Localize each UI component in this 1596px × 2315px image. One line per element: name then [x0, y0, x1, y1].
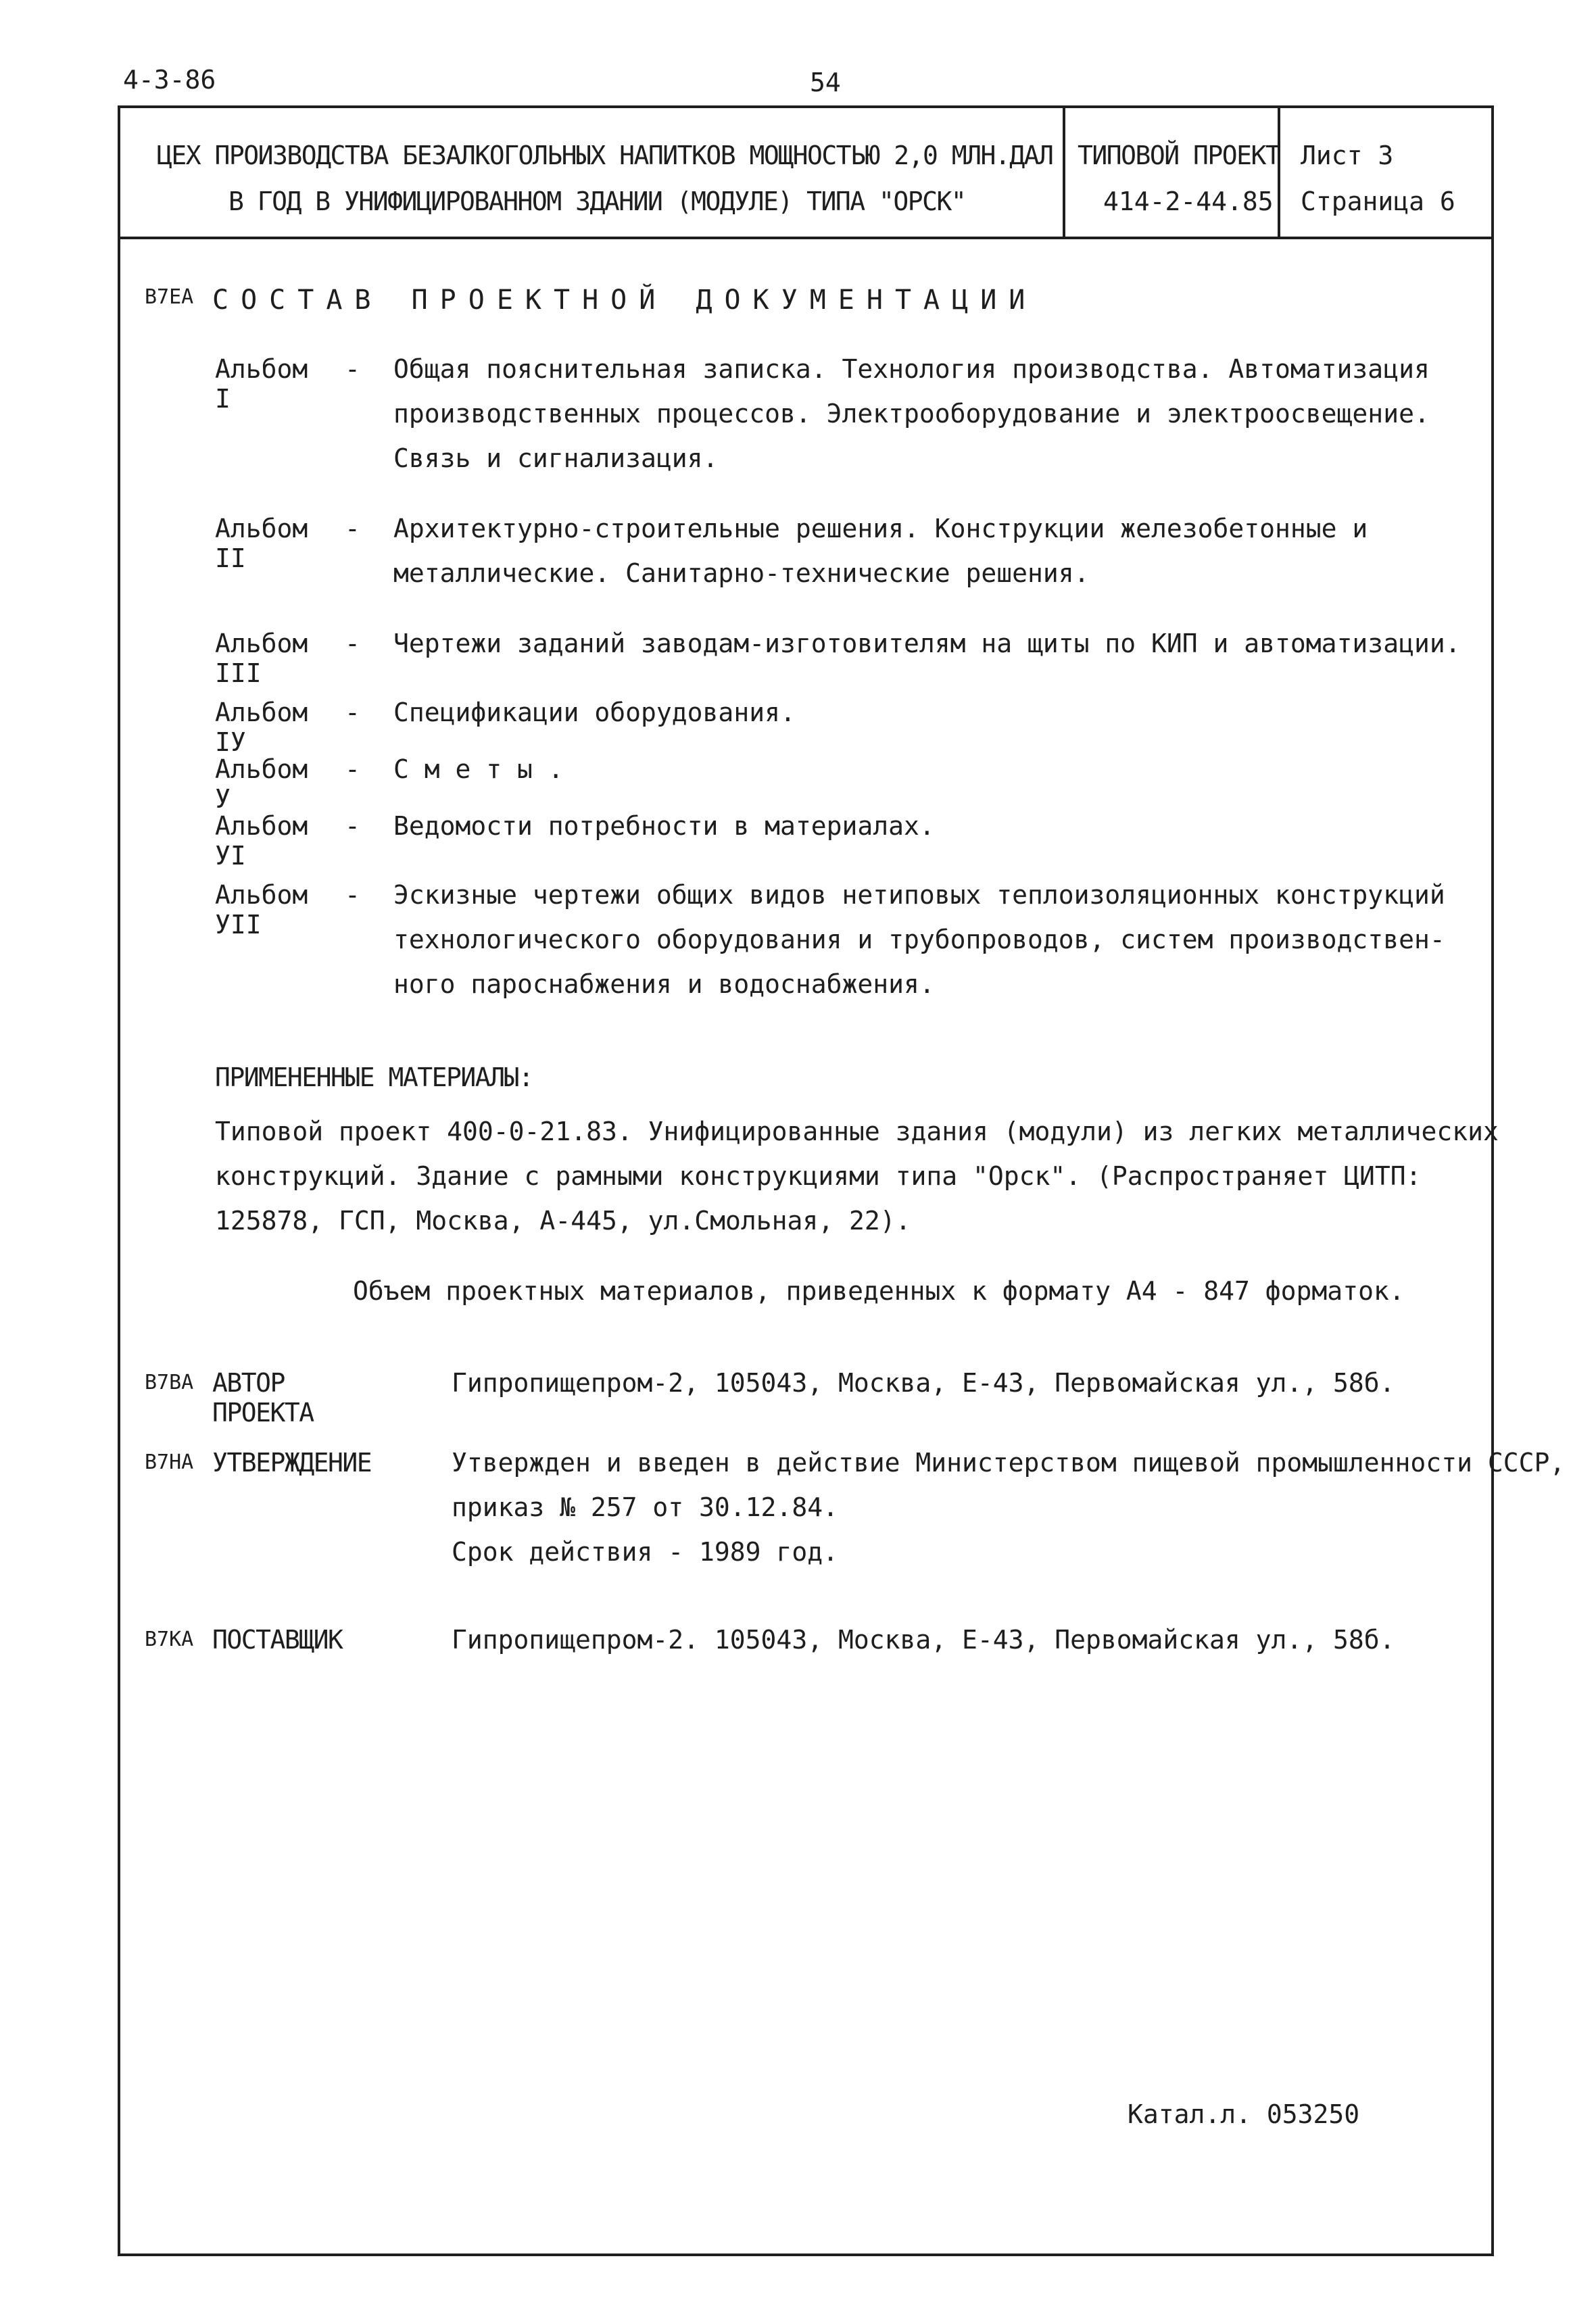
header-vline-1	[1063, 105, 1065, 239]
materials-line-1: Типовой проект 400-0-21.83. Унифицированные здания (модули) из легких металлических	[215, 1117, 1499, 1146]
album-label: Альбом УII	[215, 880, 308, 940]
album-label: Альбом УI	[215, 811, 308, 871]
album-text-line: Спецификации оборудования.	[393, 698, 796, 727]
album-text-line: производственных процессов. Электрооборудование и электроосвещение.	[393, 399, 1430, 429]
header-title-line2: В ГОД В УНИФИЦИРОВАННОМ ЗДАНИИ (МОДУЛЕ) ТИПА "ОРСК"	[228, 187, 966, 216]
album-dash: -	[345, 514, 360, 543]
album-text-line: С м е т ы .	[393, 754, 564, 784]
sheet-number: Лист 3	[1301, 141, 1394, 170]
materials-line-2: конструкций. Здание с рамными конструкциями типа "Орск". (Распространяет ЦИТП:	[215, 1161, 1422, 1191]
page-label: Страница 6	[1301, 187, 1455, 216]
author-line: Гипропищепром-2, 105043, Москва, Е-43, Первомайская ул., 58б.	[452, 1368, 1395, 1398]
album-text-line: Ведомости потребности в материалах.	[393, 811, 935, 841]
album-label: Альбом IУ	[215, 698, 308, 757]
page-number: 54	[810, 68, 841, 97]
album-text-line: ного пароснабжения и водоснабжения.	[393, 969, 935, 999]
materials-volume: Объем проектных материалов, приведенных к формату А4 - 847 форматок.	[353, 1276, 1405, 1306]
supplier-code: B7KA	[145, 1628, 194, 1651]
album-text-line: Эскизные чертежи общих видов нетиповых теплоизоляционных конструкций	[393, 880, 1445, 910]
album-label: Альбом II	[215, 514, 308, 573]
header-title-line1: ЦЕХ ПРОИЗВОДСТВА БЕЗАЛКОГОЛЬНЫХ НАПИТКОВ МОЩНОСТЬЮ 2,0 МЛН.ДАЛ	[157, 141, 1053, 170]
approval-code: B7HA	[145, 1451, 194, 1474]
composition-heading: СОСТАВ ПРОЕКТНОЙ ДОКУМЕНТАЦИИ	[212, 285, 1038, 316]
album-text-line: Связь и сигнализация.	[393, 443, 719, 473]
doc-code: 4-3-86	[123, 65, 216, 95]
approval-label: УТВЕРЖДЕНИЕ	[212, 1448, 372, 1478]
album-text-line: технологического оборудования и трубопроводов, систем производствен-	[393, 925, 1445, 954]
supplier-line: Гипропищепром-2. 105043, Москва, Е-43, Первомайская ул., 58б.	[452, 1625, 1395, 1655]
header-vline-2	[1278, 105, 1280, 239]
album-label: Альбом III	[215, 629, 308, 688]
album-text-line: Чертежи заданий заводам-изготовителям на щиты по КИП и автоматизации.	[393, 629, 1461, 658]
album-text-line: Общая пояснительная записка. Технология производства. Автоматизация	[393, 354, 1430, 384]
composition-code: B7EA	[145, 285, 194, 309]
album-text-line: металлические. Санитарно-технические решения.	[393, 558, 1090, 588]
approval-line: приказ № 257 от 30.12.84.	[452, 1492, 838, 1522]
materials-heading: ПРИМЕНЕННЫЕ МАТЕРИАЛЫ:	[215, 1063, 533, 1092]
project-label: ТИПОВОЙ ПРОЕКТ	[1078, 141, 1280, 170]
author-label: АВТОР ПРОЕКТА	[212, 1368, 314, 1428]
supplier-label: ПОСТАВЩИК	[212, 1625, 343, 1655]
album-dash: -	[345, 629, 360, 658]
project-number: 414-2-44.85	[1103, 187, 1274, 216]
catalog-number: Катал.л. 053250	[1128, 2099, 1360, 2129]
album-label: Альбом I	[215, 354, 308, 414]
album-dash: -	[345, 811, 360, 841]
album-label: Альбом У	[215, 754, 308, 814]
header-divider	[118, 237, 1491, 239]
album-text-line: Архитектурно-строительные решения. Конструкции железобетонные и	[393, 514, 1368, 543]
approval-line: Утвержден и введен в действие Министерством пищевой промышленности СССР,	[452, 1448, 1566, 1478]
album-dash: -	[345, 354, 360, 384]
album-dash: -	[345, 698, 360, 727]
album-dash: -	[345, 880, 360, 910]
approval-line: Срок действия - 1989 год.	[452, 1537, 838, 1567]
materials-line-3: 125878, ГСП, Москва, А-445, ул.Смольная, 22).	[215, 1206, 911, 1236]
album-dash: -	[345, 754, 360, 784]
author-code: B7BA	[145, 1371, 194, 1394]
